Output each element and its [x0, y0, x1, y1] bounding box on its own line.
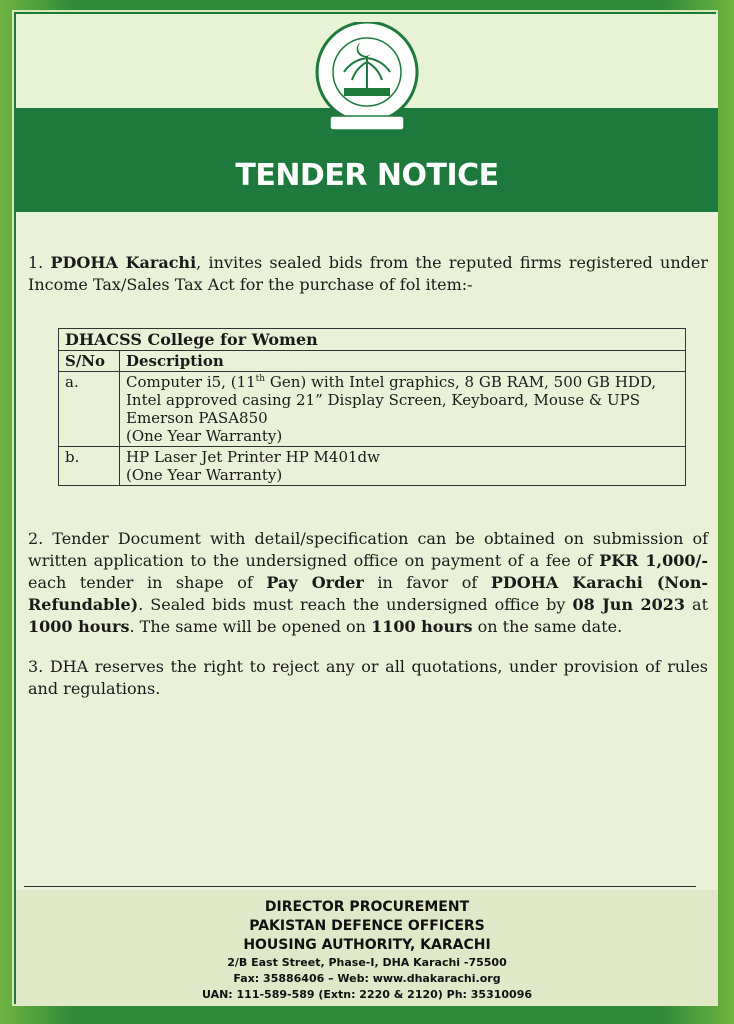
- para2-fee: PKR 1,000/-: [599, 551, 709, 570]
- para2-time-2: 1100 hours: [371, 617, 473, 636]
- row-b-description: [120, 447, 686, 486]
- para2-text-7: on the same date.: [472, 617, 623, 636]
- row-a-desc-part1: Computer i5, (11: [126, 373, 256, 391]
- para1-org: PDOHA Karachi: [50, 253, 197, 272]
- paragraph-1: [28, 252, 708, 296]
- row-a-sno: a.: [59, 372, 120, 447]
- row-a-desc-part2: Gen) with Intel graphics, 8 GB RAM, 500 GB HDD, Intel approved casing 21” Display Screen, Keyboard, Mouse & UPS Emerson PASA850: [126, 373, 657, 427]
- sig-uan: UAN: 111-589-589 (Extn: 2220 & 2120) Ph: 35310096: [201, 988, 533, 1001]
- para2-payee: PDOHA Karachi (Non-Refundable): [28, 573, 709, 614]
- para2-text-5: at: [685, 595, 709, 614]
- table-title-row: [59, 329, 686, 351]
- table-row: [59, 447, 686, 486]
- sig-fax-web: Fax: 35886406 – Web: www.dhakarachi.org: [233, 972, 501, 985]
- para2-text-2: each tender in shape of: [28, 573, 267, 592]
- sig-address: 2/B East Street, Phase-I, DHA Karachi -75500: [227, 956, 507, 969]
- dha-seal-icon: [314, 22, 420, 134]
- para1-text: , invites sealed bids from the reputed firms registered under Income Tax/Sales Tax Act for the purchase of fol item:-: [28, 253, 709, 294]
- para2-text-3: in favor of: [363, 573, 491, 592]
- para2-text-4: . Sealed bids must reach the undersigned office by: [138, 595, 573, 614]
- sig-line-3: HOUSING AUTHORITY, KARACHI: [243, 937, 491, 953]
- para2-text-1: 2. Tender Document with detail/specification can be obtained on submission of written application to the undersigned office on payment of a fee of: [28, 529, 708, 570]
- paragraph-3: 3. DHA reserves the right to reject any or all quotations, under provision of rules and regulations.: [28, 657, 708, 698]
- header-sno: S/No: [59, 351, 120, 372]
- row-a-desc-sup: th: [255, 374, 266, 384]
- para2-instrument: Pay Order: [266, 573, 364, 592]
- header-description: Description: [120, 351, 686, 372]
- row-a-warranty: (One Year Warranty): [126, 427, 283, 445]
- para2-text-6: . The same will be opened on: [129, 617, 372, 636]
- table-title: DHACSS College for Women: [59, 329, 686, 351]
- para2-date: 08 Jun 2023: [572, 595, 686, 614]
- items-table: [58, 328, 686, 486]
- signature-divider: [24, 886, 696, 887]
- table-row: [59, 372, 686, 447]
- page-title: TENDER NOTICE: [235, 158, 499, 193]
- signature-block: [0, 898, 734, 1003]
- row-b-desc: HP Laser Jet Printer HP M401dw: [126, 448, 380, 466]
- sig-line-2: PAKISTAN DEFENCE OFFICERS: [249, 918, 485, 934]
- row-b-warranty: (One Year Warranty): [126, 466, 283, 484]
- sig-line-1: DIRECTOR PROCUREMENT: [264, 899, 470, 915]
- row-b-sno: b.: [59, 447, 120, 486]
- para2-time-1: 1000 hours: [28, 617, 130, 636]
- table-header-row: [59, 351, 686, 372]
- paragraph-2: [28, 528, 708, 638]
- row-a-description: [120, 372, 686, 447]
- para1-num: 1.: [28, 253, 44, 272]
